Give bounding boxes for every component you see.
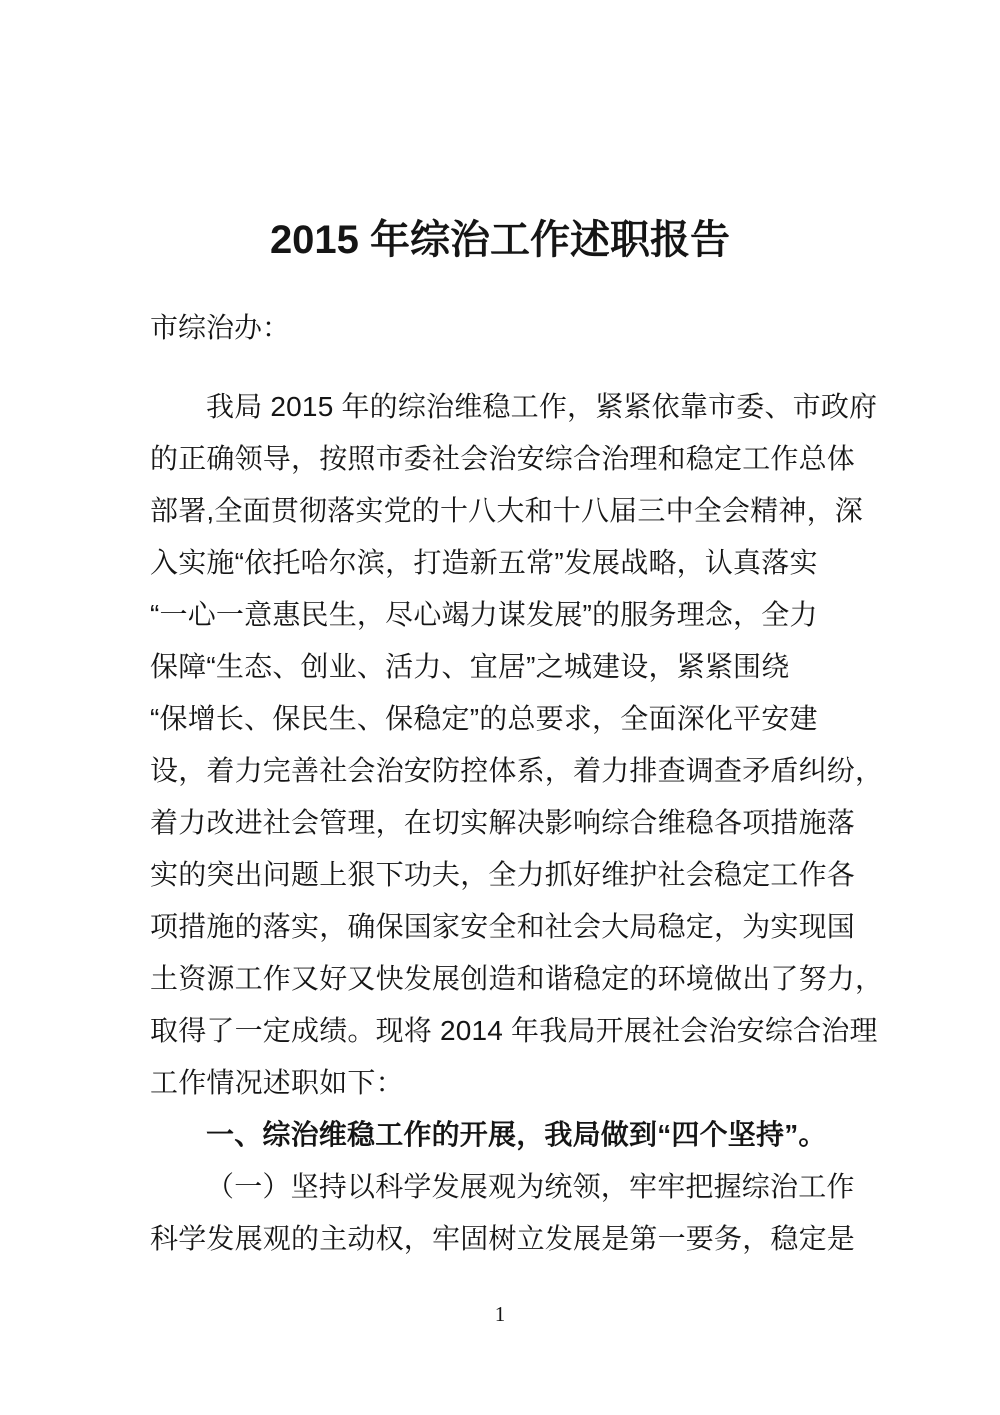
paragraph-line: 的正确领导，按照市委社会治安综合治理和稳定工作总体 [150, 443, 856, 474]
paragraph-line: “一心一意惠民生，尽心竭力谋发展”的服务理念，全力 [150, 599, 818, 630]
paragraph-line: 设，着力完善社会治安防控体系，着力排查调查矛盾纠纷， [150, 755, 884, 786]
paragraph-line: 项措施的落实，确保国家安全和社会大局稳定，为实现国 [150, 911, 856, 942]
page-number: 1 [494, 1302, 506, 1326]
paragraph-line: 取得了一定成绩。现将 2014 年我局开展社会治安综合治理 [150, 1015, 878, 1046]
paragraph-line: 实的突出问题上狠下功夫，全力抓好维护社会稳定工作各 [150, 859, 856, 890]
salutation: 市综治办： [150, 312, 291, 343]
paragraph-line: 保障“生态、创业、活力、宜居”之城建设，紧紧围绕 [150, 651, 790, 682]
paragraph-line: 我局 2015 年的综治维稳工作，紧紧依靠市委、市政府 [206, 391, 878, 422]
paragraph-line: （一）坚持以科学发展观为统领，牢牢把握综治工作 [206, 1171, 855, 1202]
paragraph-line: 部署,全面贯彻落实党的十八大和十八届三中全会精神，深 [150, 495, 863, 526]
paragraph-line: 土资源工作又好又快发展创造和谐稳定的环境做出了努力， [150, 963, 884, 994]
section-heading: 一、综治维稳工作的开展，我局做到“四个坚持”。 [206, 1119, 827, 1150]
page-title: 2015 年综治工作述职报告 [269, 218, 731, 262]
paragraph-line: 入实施“依托哈尔滨，打造新五常”发展战略，认真落实 [150, 547, 818, 578]
paragraph-line: 着力改进社会管理，在切实解决影响综合维稳各项措施落 [150, 807, 856, 838]
paragraph-line: 科学发展观的主动权，牢固树立发展是第一要务，稳定是 [150, 1223, 856, 1254]
paragraph-line: “保增长、保民生、保稳定”的总要求，全面深化平安建 [150, 703, 818, 734]
paragraph-line: 工作情况述职如下： [150, 1067, 404, 1098]
document-body [150, 381, 884, 1265]
